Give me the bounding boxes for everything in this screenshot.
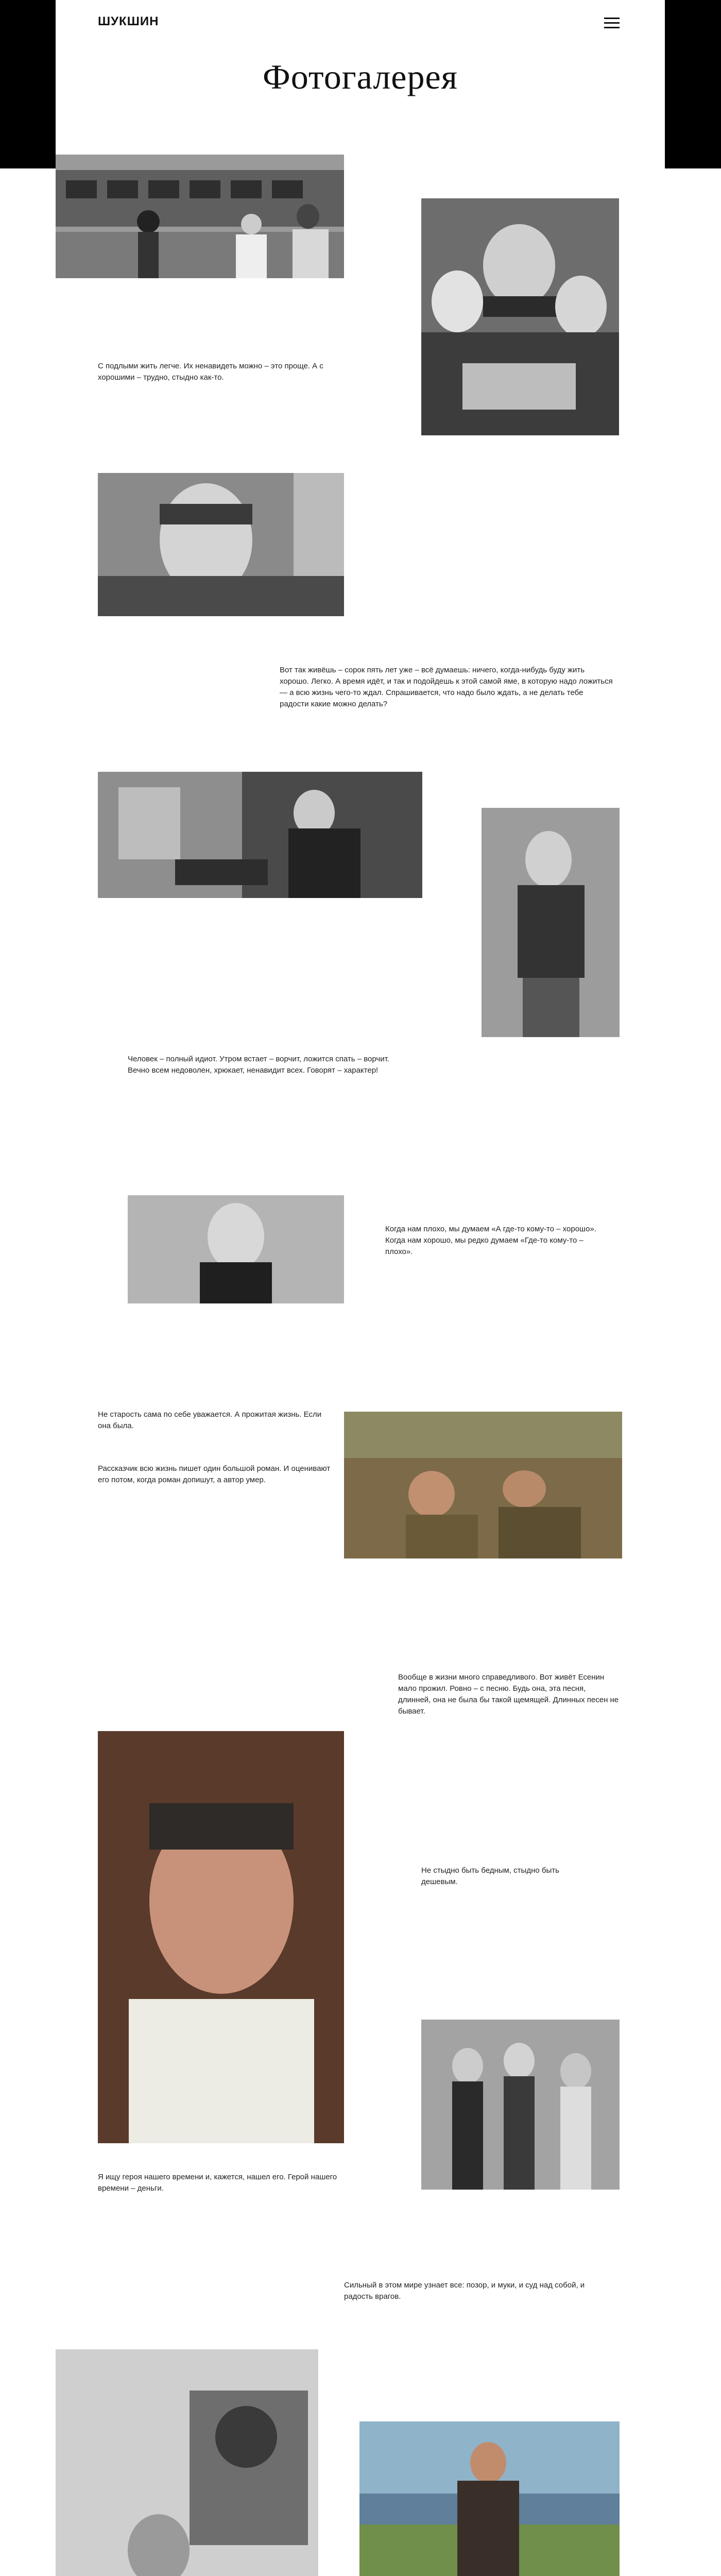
- quote-3: Человек – полный идиот. Утром встает – ворчит, ложится спать – ворчит. Вечно всем недоволен, хрюкает, ненавидит всех. Говорят – характер!: [128, 1055, 389, 1075]
- quote-5: Не старость сама по себе уважается. А прожитая жизнь. Если она была.: [98, 1410, 322, 1430]
- quote-4: Когда нам плохо, мы думаем «А где-то кому-то – хорошо». Когда нам хорошо, мы редко думаем «Где-то кому-то – плохо».: [385, 1225, 596, 1256]
- photo-group[interactable]: [421, 2020, 620, 2190]
- photo-man-in-coat[interactable]: [128, 1195, 344, 1303]
- page-title: Фотогалерея: [263, 57, 458, 96]
- quote-9: Я ищу героя нашего времени и, кажется, нашел его. Герой нашего времени – деньги.: [98, 2173, 337, 2193]
- photo-man-shore-color[interactable]: [359, 2421, 620, 2576]
- photo-train-station[interactable]: [56, 155, 344, 278]
- photo-cameraman[interactable]: [56, 2349, 318, 2576]
- quote-10: Сильный в этом мире узнает все: позор, и муки, и суд над собой, и радость врагов.: [344, 2281, 585, 2301]
- photo-smiling-man[interactable]: [98, 473, 344, 616]
- quote-2: Вот так живёшь – сорок пять лет уже – всё думаешь: ничего, когда-нибудь буду жить хорошо. Легко. А время идёт, и так и подойдешь к этой самой яме, в которую надо ложиться — а всю жизнь чего-то ждал. Спрашивается, что надо было ждать, а не делать тебе радости какие можно делать?: [280, 666, 613, 708]
- photo-portrait-color[interactable]: [98, 1731, 344, 2143]
- photo-man-with-children[interactable]: [421, 198, 619, 435]
- quote-6: Рассказчик всю жизнь пишет один большой роман. И оценивают его потом, когда роман допишут, а автор умер.: [98, 1464, 331, 1484]
- quote-1: С подлыми жить легче. Их ненавидеть можно – это проще. А с хорошими – трудно, стыдно как-то.: [98, 362, 323, 382]
- photo-standing-man[interactable]: [482, 808, 620, 1037]
- quote-7: Вообще в жизни много справедливого. Вот живёт Есенин мало прожил. Ровно – с песню. Будь она, эта песня, длинней, она не была бы такой щемящей. Длинных песен не бывает.: [398, 1673, 619, 1716]
- photo-soldiers-color[interactable]: [344, 1412, 622, 1558]
- quote-8: Не стыдно быть бедным, стыдно быть дешевым.: [421, 1866, 559, 1886]
- hamburger-icon[interactable]: [604, 18, 620, 29]
- site-logo[interactable]: ШУКШИН: [98, 14, 159, 28]
- desktop-page-card: [56, 0, 665, 2576]
- photo-man-at-typewriter[interactable]: [98, 772, 422, 898]
